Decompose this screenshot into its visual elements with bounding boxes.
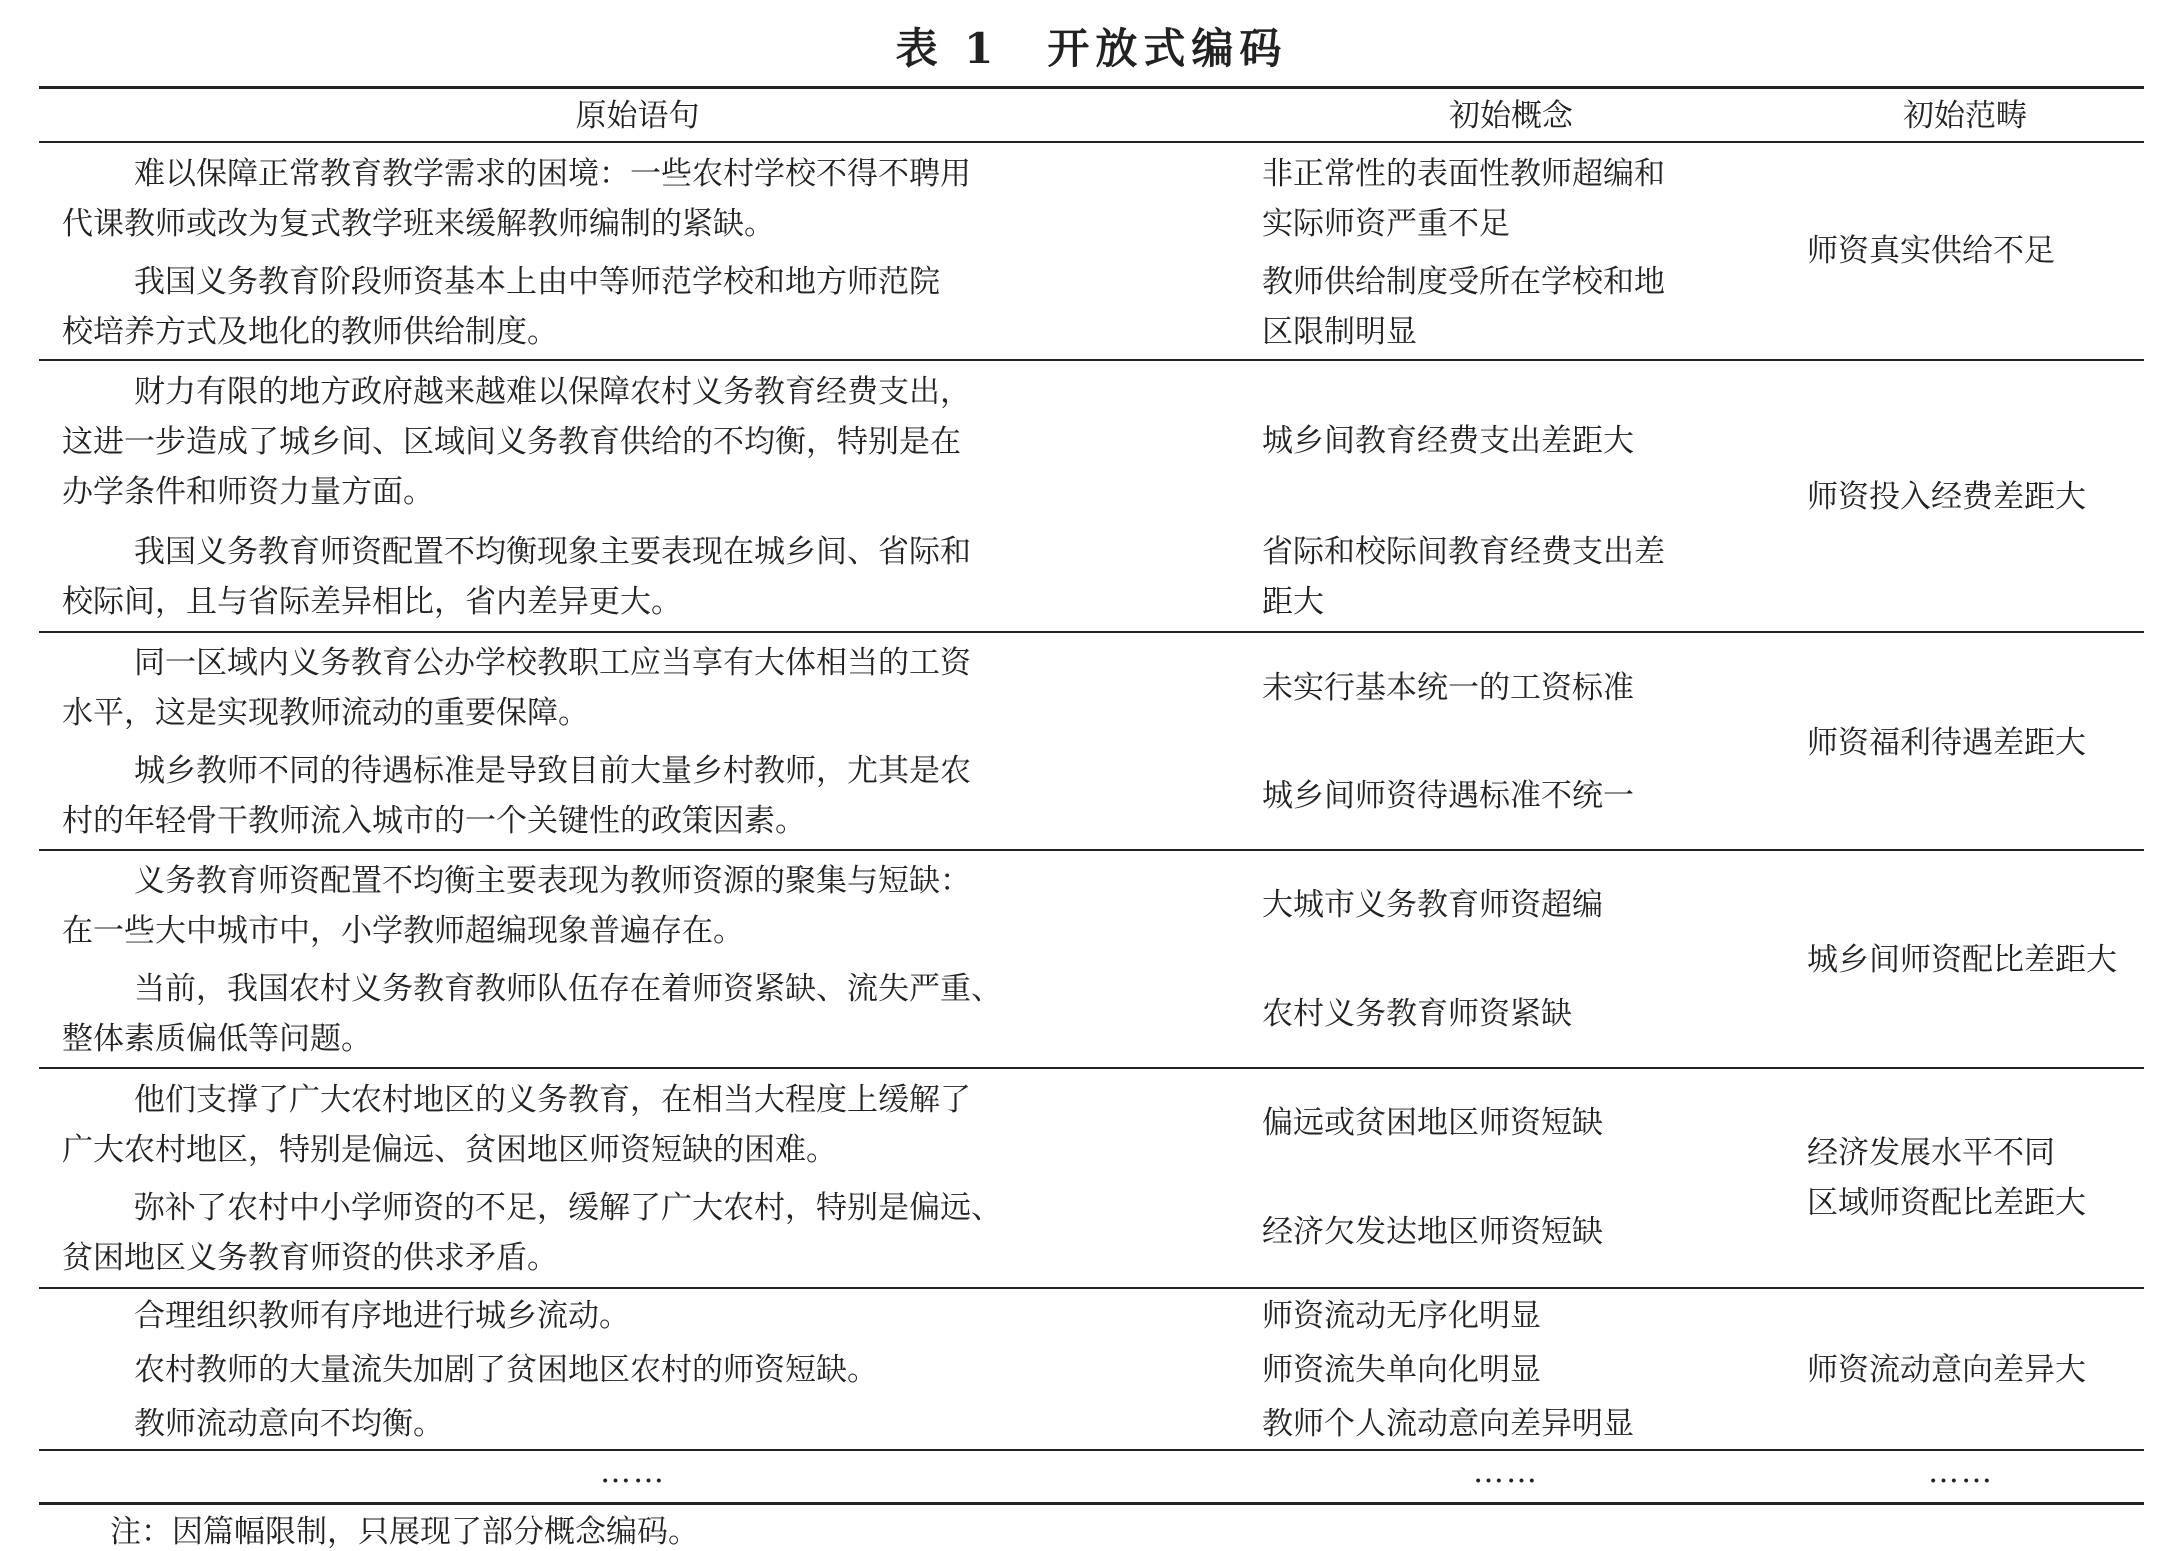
initial-concept: 偏远或贫困地区师资短缺	[1262, 1105, 1603, 1141]
initial-category: 师资流动意向差异大	[1807, 1352, 2086, 1388]
original-statement: 义务教育师资配置不均衡主要表现为教师资源的聚集与短缺： 在一些大中城市中，小学教师超编现象普遍存在。	[62, 863, 971, 949]
initial-concept: 未实行基本统一的工资标准	[1262, 670, 1634, 706]
initial-concept: 师资流动无序化明显	[1262, 1298, 1541, 1334]
original-statement: 同一区域内义务教育公办学校教职工应当享有大体相当的工资 水平，这是实现教师流动的重要保障。	[62, 645, 971, 731]
bottom-rule	[39, 1502, 2144, 1505]
table-note: 注：因篇幅限制，只展现了部分概念编码。	[110, 1514, 699, 1550]
initial-concept: 师资流失单向化明显	[1262, 1352, 1541, 1388]
original-statement: 城乡教师不同的待遇标准是导致目前大量乡村教师，尤其是农 村的年轻骨干教师流入城市的一个关键性的政策因素。	[62, 753, 971, 839]
initial-concept: 城乡间教育经费支出差距大	[1262, 423, 1634, 459]
initial-concept: 教师供给制度受所在学校和地 区限制明显	[1262, 264, 1665, 350]
original-statement: 我国义务教育阶段师资基本上由中等师范学校和地方师范院 校培养方式及地化的教师供给制度。	[62, 264, 940, 350]
initial-category: 城乡间师资配比差距大	[1807, 942, 2117, 978]
header-rule	[39, 141, 2144, 143]
original-statement: 合理组织教师有序地进行城乡流动。	[134, 1298, 630, 1334]
original-statement: 财力有限的地方政府越来越难以保障农村义务教育经费支出， 这进一步造成了城乡间、区域间义务教育供给的不均衡，特别是在 办学条件和师资力量方面。	[62, 374, 971, 510]
original-statement: 教师流动意向不均衡。	[134, 1406, 444, 1442]
ellipsis-category: ……	[1928, 1454, 1994, 1490]
initial-category: 师资真实供给不足	[1807, 233, 2055, 269]
original-statement: 我国义务教育师资配置不均衡现象主要表现在城乡间、省际和 校际间，且与省际差异相比，省内差异更大。	[62, 534, 971, 620]
initial-category: 师资投入经费差距大	[1807, 479, 2086, 515]
initial-concept: 经济欠发达地区师资短缺	[1262, 1214, 1603, 1250]
original-statement: 弥补了农村中小学师资的不足，缓解了广大农村，特别是偏远、 贫困地区义务教育师资的供求矛盾。	[62, 1190, 1002, 1276]
table-title-text: 开放式编码	[1047, 24, 1288, 73]
group-rule	[39, 1287, 2144, 1289]
initial-concept: 省际和校际间教育经费支出差 距大	[1262, 534, 1665, 620]
initial-category: 经济发展水平不同 区域师资配比差距大	[1807, 1135, 2086, 1221]
group-rule	[39, 1449, 2144, 1451]
top-rule	[39, 86, 2144, 89]
original-statement: 难以保障正常教育教学需求的困境：一些农村学校不得不聘用 代课教师或改为复式教学班来缓解教师编制的紧缺。	[62, 156, 971, 242]
initial-concept: 城乡间师资待遇标准不统一	[1262, 778, 1634, 814]
header-original-statement: 原始语句	[575, 98, 700, 134]
group-rule	[39, 1067, 2144, 1069]
original-statement: 他们支撑了广大农村地区的义务教育，在相当大程度上缓解了 广大农村地区，特别是偏远、贫困地区师资短缺的困难。	[62, 1082, 971, 1168]
group-rule	[39, 359, 2144, 361]
initial-category: 师资福利待遇差距大	[1807, 725, 2086, 761]
group-rule	[39, 849, 2144, 851]
ellipsis-original: ……	[600, 1454, 666, 1490]
initial-concept: 非正常性的表面性教师超编和 实际师资严重不足	[1262, 156, 1665, 242]
header-initial-concept: 初始概念	[1449, 98, 1573, 134]
original-statement: 农村教师的大量流失加剧了贫困地区农村的师资短缺。	[134, 1352, 878, 1388]
table-label: 表 1	[895, 24, 1000, 73]
initial-concept: 大城市义务教育师资超编	[1262, 887, 1603, 923]
table-title	[0, 16, 2183, 76]
ellipsis-concept: ……	[1473, 1454, 1539, 1490]
header-initial-category: 初始范畴	[1903, 98, 2027, 134]
initial-concept: 农村义务教育师资紧缺	[1262, 996, 1572, 1032]
original-statement: 当前，我国农村义务教育教师队伍存在着师资紧缺、流失严重、 整体素质偏低等问题。	[62, 971, 1002, 1057]
initial-concept: 教师个人流动意向差异明显	[1262, 1406, 1634, 1442]
group-rule	[39, 631, 2144, 633]
